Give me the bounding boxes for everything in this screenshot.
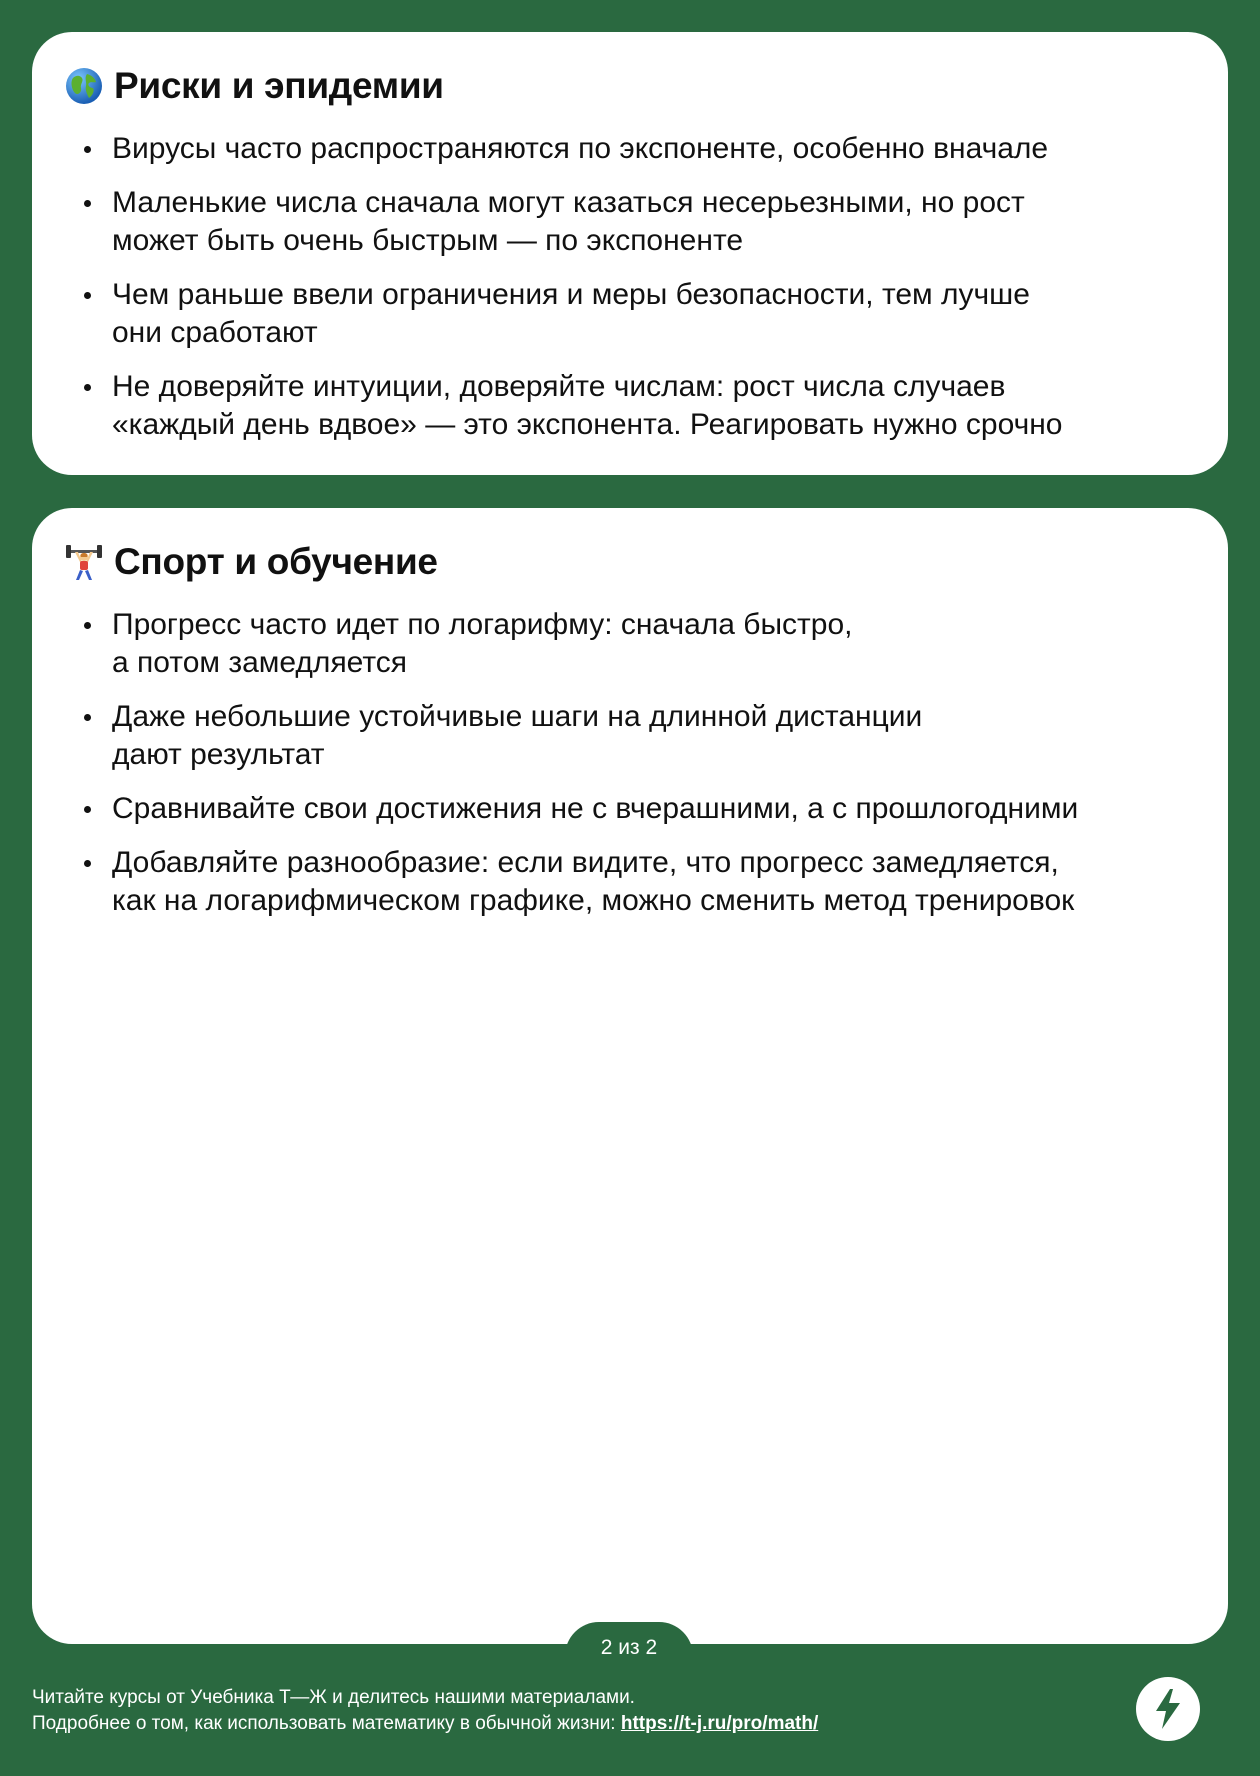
lightning-logo-icon[interactable] [1136, 1677, 1200, 1741]
weightlifter-icon [64, 542, 104, 582]
section-title-text: Риски и эпидемии [114, 65, 444, 106]
bullet-dot [84, 622, 91, 629]
footer-line-2 [32, 1711, 1112, 1737]
footer-link[interactable]: https://t-j.ru/pro/math/ [620, 1713, 819, 1734]
section-title-text: Спорт и обучение [114, 541, 438, 582]
list-item-text: Сравнивайте свои достижения не с вчерашними, а с прошлогодними [112, 792, 1079, 825]
bullet-dot [84, 714, 91, 721]
bullet-dot [84, 860, 91, 867]
list-item-text: Добавляйте разнообразие: если видите, что прогресс замедляется, как на логарифмическом графике, можно сменить метод тренировок [112, 846, 1075, 917]
risks-card [32, 32, 1228, 475]
section-title [64, 62, 1196, 110]
bullet-list [64, 130, 1196, 444]
bullet-dot [84, 146, 91, 153]
page-indicator: 2 из 2 [565, 1622, 693, 1676]
footer-line-1: Читайте курсы от Учебника Т—Ж и делитесь нашими материалами. [32, 1687, 635, 1708]
list-item-text: Чем раньше ввели ограничения и меры безопасности, тем лучше они сработают [112, 278, 1030, 349]
list-item-text: Вирусы часто распространяются по экспоненте, особенно вначале [112, 132, 1049, 165]
section-title [64, 538, 1196, 586]
lightning-icon [1148, 1687, 1188, 1731]
list-item [32, 276, 1196, 352]
list-item-text: Даже небольшие устойчивые шаги на длинной дистанции дают результат [112, 700, 923, 771]
list-item-text: Прогресс часто идет по логарифму: сначала быстро, а потом замедляется [112, 608, 853, 679]
list-item [32, 184, 1196, 260]
sport-card [32, 508, 1228, 1644]
bullet-dot [84, 292, 91, 299]
bullet-dot [84, 200, 91, 207]
list-item-text: Маленькие числа сначала могут казаться несерьезными, но рост может быть очень быстрым — по экспоненте [112, 186, 1025, 257]
globe-icon [64, 66, 104, 106]
list-item [32, 790, 1196, 828]
bullet-list [64, 606, 1196, 920]
list-item [32, 130, 1196, 168]
footer-line-2-text: Подробнее о том, как использовать математику в обычной жизни: [32, 1713, 621, 1734]
list-item [32, 368, 1196, 444]
list-item [32, 844, 1196, 920]
footer [32, 1685, 1112, 1737]
list-item [32, 698, 1196, 774]
list-item [32, 606, 1196, 682]
bullet-dot [84, 384, 91, 391]
list-item-text: Не доверяйте интуиции, доверяйте числам: рост числа случаев «каждый день вдвое» — это экспонента. Реагировать нужно срочно [112, 370, 1063, 441]
bullet-dot [84, 806, 91, 813]
